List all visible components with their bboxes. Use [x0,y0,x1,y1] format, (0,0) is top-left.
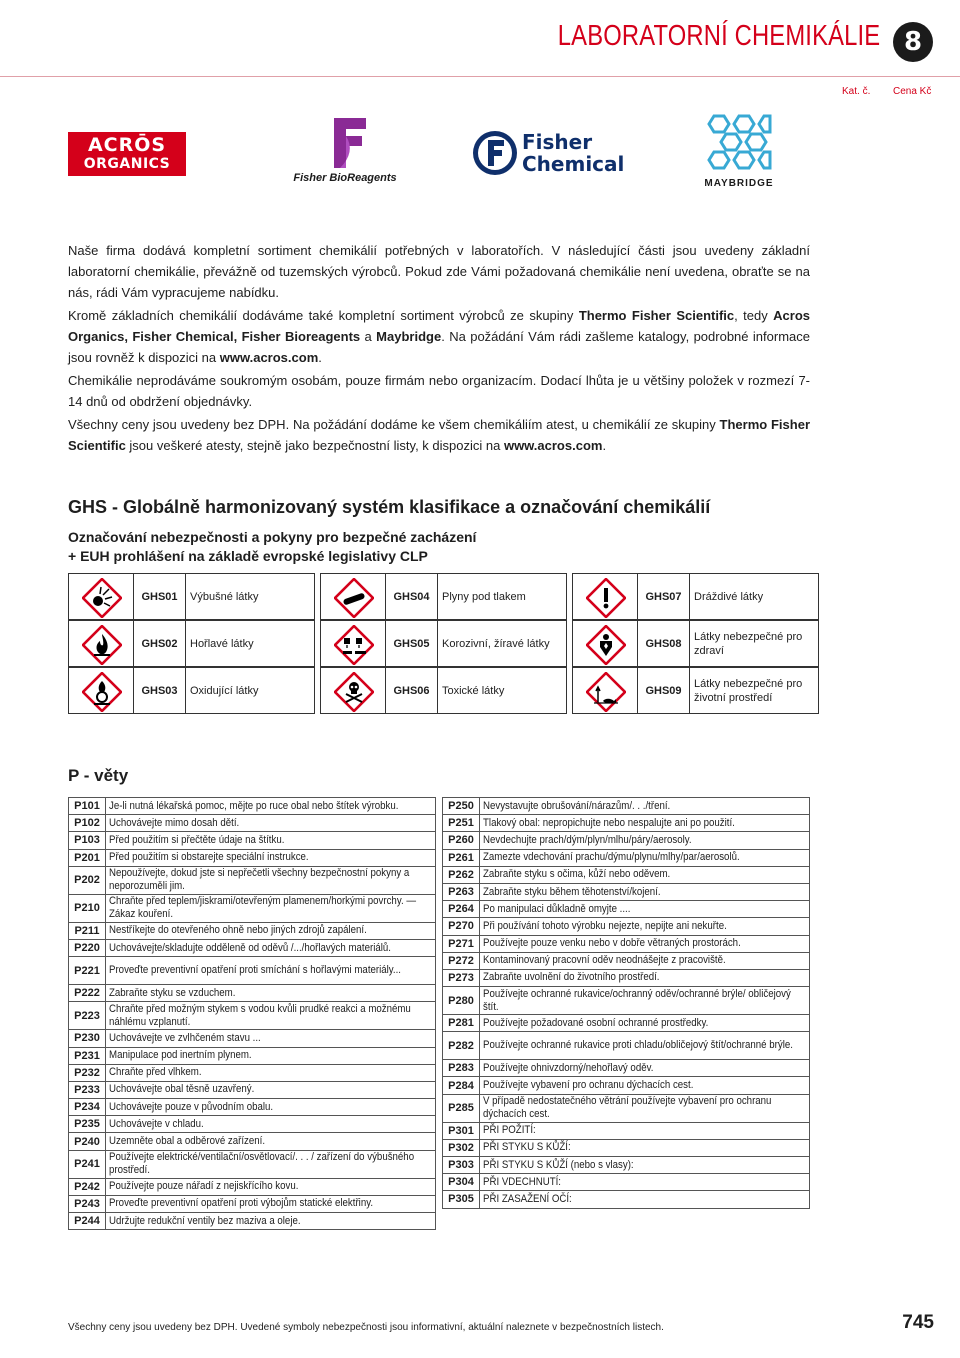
p-text-cell [480,1139,810,1156]
p-statement-row [69,985,436,1002]
p-code: P304 [443,1174,480,1191]
p-text-cell [106,1178,436,1195]
p-code: P241 [69,1150,106,1178]
p-text-cell [106,985,436,1002]
exclamation-mark-icon [572,573,638,620]
ghs-code: GHS01 [134,573,186,620]
p-text-cell [106,798,436,815]
page-number: 745 [902,1312,934,1333]
p-statement-row [443,1015,810,1032]
p-statement-row [443,918,810,935]
p-code: P251 [443,815,480,832]
p-statement-row [443,1174,810,1191]
p-text-cell [480,1077,810,1094]
acros-logo-line2: ORGANICS [83,156,171,172]
p-text: Uzemněte obal a odběrové zařízení. [109,1135,266,1148]
p-text: Používejte vybavení pro ochranu dýchacích cest. [483,1079,694,1092]
p-code: P282 [443,1032,480,1060]
intro-p4-text-a: Všechny ceny jsou uvedeny bez DPH. Na požádání dodáme ke všem chemikáliím atest, u chemikálií ze skupiny [68,417,720,432]
p-text: Zabraňte styku s očima, kůží nebo oděvem. [483,868,671,881]
p-code: P235 [69,1116,106,1133]
p-statement-row [443,1094,810,1122]
p-code: P240 [69,1133,106,1150]
p-text-cell [106,832,436,849]
maybridge-text: MAYBRIDGE [704,178,774,189]
p-statement-row [69,1195,436,1212]
exploding-bomb-icon [68,573,134,620]
p-text-cell [480,952,810,969]
p-text-cell [480,1032,810,1060]
p-text: Chraňte před teplem/jiskrami/otevřeným plamenem/horkými povrchy. — Zákaz kouření. [109,895,417,921]
p-code: P264 [443,901,480,918]
p-statement-row [443,1032,810,1060]
ghs-name: Oxidující látky [186,667,315,714]
p-code: P250 [443,798,480,815]
p-text: Uchovávejte v chladu. [109,1117,204,1130]
gas-cylinder-icon [320,573,386,620]
ghs-code: GHS07 [638,573,690,620]
ghs-name: Výbušné látky [186,573,315,620]
p-statement-row [443,1157,810,1174]
p-statement-row [443,935,810,952]
p-statement-row [443,1139,810,1156]
p-text: Uchovávejte/skladujte odděleně od oděvů /.../hořlavých materiálů. [109,941,391,954]
p-text-cell [480,883,810,900]
p-statements-table-right [442,797,810,1209]
p-statements-table-left [68,797,436,1230]
p-statement-row [443,1191,810,1208]
p-text: Proveďte preventivní opatření proti výbojům statické elektřiny. [109,1197,374,1210]
p-statement-row [443,866,810,883]
p-statement-row [69,1116,436,1133]
p-statement-row [69,939,436,956]
p-statement-row [69,798,436,815]
p-code: P270 [443,918,480,935]
brand-logos [60,110,880,195]
p-text: Udržujte redukční ventily bez maziva a oleje. [109,1214,301,1227]
p-code: P284 [443,1077,480,1094]
health-hazard-icon [572,620,638,667]
p-code: P302 [443,1139,480,1156]
p-text-cell [480,935,810,952]
p-text-cell [480,1157,810,1174]
p-code: P242 [69,1178,106,1195]
p-statement-row [69,1133,436,1150]
ghs-code: GHS08 [638,620,690,667]
intro-p4-text-d: . [602,438,607,453]
p-text-cell [480,815,810,832]
ghs-subtitle-2: + EUH prohlášení na základě evropské legislativy CLP [68,548,428,564]
p-statement-row [443,1077,810,1094]
p-text: Zamezte vdechování prachu/dýmu/plynu/mlhy/par/aerosolů. [483,851,740,864]
intro-p2-text-d: a [360,329,377,344]
intro-paragraph-4 [68,414,810,456]
p-text-cell [106,815,436,832]
p-statement-row [443,969,810,986]
ghs-code: GHS02 [134,620,186,667]
p-statement-row [443,815,810,832]
p-text: PŘI ZASAŽENÍ OČÍ: [483,1192,572,1205]
p-text-cell [106,1213,436,1230]
p-text-cell [106,1064,436,1081]
acros-logo-line1: ACRŌS [87,134,167,156]
p-code: P272 [443,952,480,969]
p-text-cell [480,1122,810,1139]
p-statement-row [69,1081,436,1098]
p-code: P243 [69,1195,106,1212]
p-statements-title: P - věty [68,766,129,785]
p-statement-row [69,894,436,922]
intro-p4-text-c: jsou veškeré atesty, stejně jako bezpečnostní listy, k dispozici na [125,438,504,453]
p-text-cell [480,987,810,1015]
p-text-cell [106,1081,436,1098]
intro-text [68,240,810,458]
p-text: V případě nedostatečného větrání používejte vybavení pro ochranu dýchacích cest. [483,1095,772,1121]
ghs-code: GHS06 [386,667,438,714]
p-statement-row [443,987,810,1015]
p-text: Používejte požadované osobní ochranné prostředky. [483,1016,709,1029]
p-text-cell [106,894,436,922]
p-text: Nepoužívejte, dokud jste si nepřečetli všechny bezpečnostní pokyny a neporozuměli jim. [109,867,410,893]
p-code: P210 [69,894,106,922]
p-statement-row [69,832,436,849]
p-code: P260 [443,832,480,849]
p-text: Uchovávejte ve zvlhčeném stavu ... [109,1031,261,1044]
p-text: Nevdechujte prach/dým/plyn/mlhu/páry/aerosoly. [483,833,692,846]
p-text: Používejte ochranné rukavice proti chladu/obličejový štít/ochranné brýle. [483,1039,793,1052]
intro-p2-text-a: Kromě základních chemikálií dodáváme také kompletní sortiment výrobců ze skupiny [68,308,579,323]
p-code: P244 [69,1213,106,1230]
p-code: P102 [69,815,106,832]
p-text-cell [480,832,810,849]
skull-crossbones-icon [320,667,386,714]
p-code: P262 [443,866,480,883]
p-text-cell [480,901,810,918]
p-statement-row [69,1047,436,1064]
p-text: PŘI STYKU S KŮŽÍ: [483,1141,571,1154]
p-text: Uchovávejte pouze v původním obalu. [109,1100,274,1113]
intro-p2-text-f: . [318,350,322,365]
p-text: Při používání tohoto výrobku nejezte, nepijte ani nekuřte. [483,919,727,932]
p-code: P263 [443,883,480,900]
p-text: Používejte pouze nářadí z nejiskřícího kovu. [109,1180,299,1193]
p-code: P273 [443,969,480,986]
p-statement-row [69,957,436,985]
fisher-chemical-line1: Fisher [522,130,593,154]
p-statement-row [69,1030,436,1047]
fisher-chemical-logo [472,130,632,178]
p-statement-row [69,1064,436,1081]
p-text: Nestříkejte do otevřeného ohně nebo jiných zdrojů zapálení. [109,924,367,937]
p-text: Manipulace pod inertním plynem. [109,1049,252,1062]
p-statement-row [443,883,810,900]
p-code: P211 [69,922,106,939]
p-statement-row [69,1213,436,1230]
acros-website-link[interactable]: www.acros.com [219,350,319,365]
ghs-section-title: GHS - Globálně harmonizovaný systém klasifikace a označování chemikálií [68,497,711,517]
ghs-code: GHS04 [386,573,438,620]
p-text: Před použitím si obstarejte speciální instrukce. [109,851,309,864]
p-code: P201 [69,849,106,866]
p-text: Používejte pouze venku nebo v dobře větraných prostorách. [483,937,741,950]
p-text: Používejte elektrické/ventilační/osvětlovací/. . . / zařízení do výbušného prostředí. [109,1151,415,1177]
p-text-cell [106,1030,436,1047]
p-text: PŘI POŽITÍ: [483,1124,536,1137]
p-text-cell [480,1015,810,1032]
intro-paragraph-1: Naše firma dodává kompletní sortiment chemikálií potřebných v laboratořích. V následující části jsou uvedeny základní laboratorní chemikálie, převážně od tuzemských výrobců. Pokud zde Vámi požadovaná chemikálie není uvedena, obraťte se na nás, rádi Vám vypracujeme nabídku. [68,243,810,300]
ghs-name: Látky nebezpečné pro životní prostředí [690,667,819,714]
intro-paragraph-2 [68,305,810,368]
p-code: P232 [69,1064,106,1081]
p-code: P303 [443,1157,480,1174]
p-statement-row [69,1002,436,1030]
brand-thermo-fisher-2: Thermo Fisher Scientific [68,417,810,453]
p-code: P271 [443,935,480,952]
p-text-cell [106,957,436,985]
p-text: Kontaminovaný pracovní oděv neodnášejte z pracoviště. [483,954,726,967]
p-statement-row [69,849,436,866]
p-text: PŘI VDECHNUTÍ: [483,1175,561,1188]
p-text-cell [480,849,810,866]
bioreagents-f-icon [330,118,370,168]
p-code: P202 [69,866,106,894]
p-text: Zabraňte uvolnění do životního prostředí. [483,971,660,984]
ghs-symbol-table [68,573,810,714]
p-code: P281 [443,1015,480,1032]
p-statement-row [443,1060,810,1077]
fisher-f-icon [472,130,518,176]
p-code: P301 [443,1122,480,1139]
p-code: P285 [443,1094,480,1122]
p-statement-row [69,922,436,939]
p-code: P280 [443,987,480,1015]
acros-organics-logo [68,132,186,176]
footer-note: Všechny ceny jsou uvedeny bez DPH. Uvedené symboly nebezpečnosti jsou informativní, aktuální naleznete v bezpečnostních listech. [68,1322,664,1333]
page-title: LABORATORNÍ CHEMIKÁLIE [557,20,880,52]
ghs-name: Toxické látky [438,667,567,714]
p-text: PŘI STYKU S KŮŽÍ (nebo s vlasy): [483,1158,634,1171]
p-code: P233 [69,1081,106,1098]
ghs-subtitle-1: Označování nebezpečnosti a pokyny pro bezpečné zacházení [68,529,477,545]
maybridge-molecule-icon [704,112,774,174]
maybridge-logo [696,112,782,194]
p-text-cell [106,1099,436,1116]
p-text-cell [480,866,810,883]
flame-icon [68,620,134,667]
p-code: P231 [69,1047,106,1064]
p-code: P101 [69,798,106,815]
p-text: Proveďte preventivní opatření proti smíchání s hořlavými materiály... [109,964,401,977]
p-statement-row [69,815,436,832]
p-text-cell [106,849,436,866]
p-text: Uchovávejte mimo dosah dětí. [109,816,240,829]
p-text: Používejte ochranné rukavice/ochranný oděv/ochranné brýle/ obličejový štít. [483,987,791,1013]
p-text-cell [480,918,810,935]
chapter-number-badge: 8 [893,22,933,62]
p-text-cell [106,1047,436,1064]
ghs-code: GHS03 [134,667,186,714]
p-text: Chraňte před možným stykem s vodou kvůli prudké reakci a možnému náhlému vzplanutí. [109,1002,411,1028]
p-statement-row [69,1150,436,1178]
p-text: Po manipulaci důkladně omyjte .... [483,902,631,915]
brand-thermo-fisher: Thermo Fisher Scientific [578,308,735,323]
bioreagents-text: Fisher BioReagents [293,172,397,184]
p-code: P223 [69,1002,106,1030]
p-text-cell [480,969,810,986]
p-code: P230 [69,1030,106,1047]
p-statement-row [69,1178,436,1195]
intro-p2-text-c: , tedy [734,308,774,323]
p-code: P221 [69,957,106,985]
p-text-cell [106,922,436,939]
p-text-cell [106,1195,436,1212]
p-statement-row [443,849,810,866]
fisher-bioreagents-logo [290,118,400,190]
ghs-name: Látky nebezpečné pro zdraví [690,620,819,667]
p-text: Před použitím si přečtěte údaje na štítku. [109,833,285,846]
p-text-cell [106,1133,436,1150]
acros-website-link-2[interactable]: www.acros.com [503,438,603,453]
p-text-cell [480,1094,810,1122]
p-statement-row [443,1122,810,1139]
brand-maybridge: Maybridge [376,329,442,344]
p-text-cell [480,798,810,815]
column-header-catalog-number: Kat. č. [842,86,871,97]
brand-list: Acros Organics, Fisher Chemical, Fisher Bioreagents [68,308,810,344]
p-text-cell [106,1116,436,1133]
p-text-cell [480,1174,810,1191]
p-code: P103 [69,832,106,849]
p-text-cell [480,1191,810,1208]
p-text-cell [106,1002,436,1030]
ghs-name: Korozivní, žíravé látky [438,620,567,667]
p-text-cell [106,939,436,956]
p-code: P222 [69,985,106,1002]
p-text-cell [480,1060,810,1077]
fisher-chemical-line2: Chemical [522,152,625,176]
p-code: P261 [443,849,480,866]
p-text-cell [106,866,436,894]
ghs-name: Dráždivé látky [690,573,819,620]
ghs-name: Hořlavé látky [186,620,315,667]
p-text: Uchovávejte obal těsně uzavřený. [109,1083,255,1096]
p-statement-row [69,866,436,894]
p-code: P305 [443,1191,480,1208]
intro-p2-text-e: . Na požádání Vám rádi zašleme katalogy, podrobné informace jsou rovněž k dispozici na [68,329,810,365]
p-text: Je-li nutná lékařská pomoc, mějte po ruce obal nebo štítek výrobku. [109,799,399,812]
p-text: Nevystavujte obrušování/nárazům/. . ./tření. [483,799,671,812]
ghs-code: GHS09 [638,667,690,714]
ghs-code: GHS05 [386,620,438,667]
p-statement-row [443,952,810,969]
p-statement-row [443,798,810,815]
flame-over-circle-icon [68,667,134,714]
column-header-price: Cena Kč [893,86,932,97]
ghs-name: Plyny pod tlakem [438,573,567,620]
intro-paragraph-3: Chemikálie neprodáváme soukromým osobám, pouze firmám nebo organizacím. Dodací lhůta je u většiny položek v rozmezí 7-14 dnů od obdržení objednávky. [68,373,810,409]
p-statement-row [443,832,810,849]
p-text: Používejte ohnivzdorný/nehořlavý oděv. [483,1061,654,1074]
p-code: P283 [443,1060,480,1077]
p-text: Zabraňte styku se vzduchem. [109,986,236,999]
p-code: P220 [69,939,106,956]
p-text: Tlakový obal: nepropichujte nebo nespalujte ani po použití. [483,816,735,829]
p-text-cell [106,1150,436,1178]
environment-icon [572,667,638,714]
p-code: P234 [69,1099,106,1116]
p-statement-row [443,901,810,918]
header-divider [0,76,960,77]
p-text: Chraňte před vlhkem. [109,1066,202,1079]
corrosion-icon [320,620,386,667]
p-statement-row [69,1099,436,1116]
p-text: Zabraňte styku během těhotenství/kojení. [483,885,661,898]
